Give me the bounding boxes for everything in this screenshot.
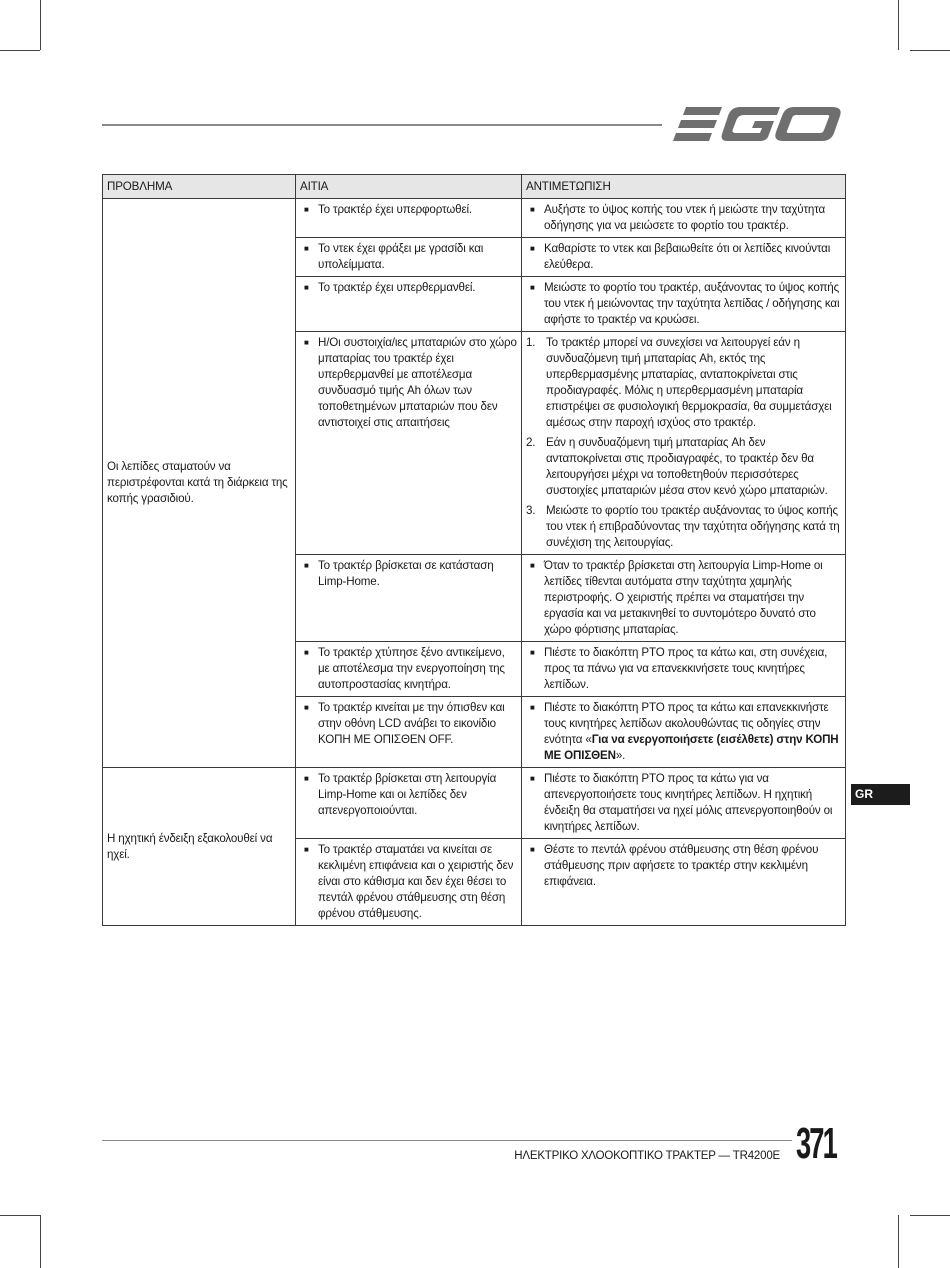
- troubleshooting-table: [102, 174, 846, 926]
- remedy-text: Θέστε το πεντάλ φρένου στάθμευσης στη θέση φρένου στάθμευσης πριν αφήσετε το τρακτέρ στην κεκλιμένη επιφάνεια.: [544, 843, 819, 888]
- bullet-icon: ■: [530, 244, 535, 253]
- cause-text: Το ντεκ έχει φράξει με γρασίδι και υπολείμματα.: [318, 242, 484, 271]
- remedy-cell: [522, 697, 846, 768]
- remedy-cell: [522, 332, 846, 555]
- logo-text: EGO: [672, 104, 675, 105]
- bullet-icon: ■: [530, 703, 535, 712]
- remedy-text-post: ».: [615, 749, 626, 762]
- header-cause: ΑΙΤΙΑ: [296, 175, 522, 199]
- cause-cell: [296, 642, 522, 697]
- item-text: Εάν η συνδυαζόμενη τιμή μπαταρίας Ah δεν ανταποκρίνεται στις προδιαγραφές, το τρακτέρ δεν θα λειτουργήσει μέχρι να τοποθετηθούν περισσότερες συστοιχίες μπαταριών μέσα στον κενό χώρο μπαταριών.: [546, 436, 828, 497]
- bullet-icon: ■: [530, 774, 535, 783]
- remedy-cell: [522, 642, 846, 697]
- bullet-icon: ■: [304, 561, 309, 570]
- cause-text: Το τρακτέρ βρίσκεται στη λειτουργία Limp-Home και οι λεπίδες δεν απενεργοποιούνται.: [318, 772, 497, 817]
- cause-text: Το τρακτέρ κινείται με την όπισθεν και στην οθόνη LCD ανάβει το εικονίδιο ΚΟΠΗ ΜΕ ΟΠΙΣΘΕΝ OFF.: [318, 701, 505, 746]
- item-text: Το τρακτέρ μπορεί να συνεχίσει να λειτουργεί εάν η συνδυαζόμενη τιμή μπαταρίας Ah, εκτός της υπερθερμασμένης μπαταρίας, ανταποκρίνεται στις προδιαγραφές. Μόλις η υπερθερμασμένη μπαταρία επιστρέψει σε φυσιολογική θερμοκρασία, θα συμμετάσχει αμέσως στην παροχή ισχύος στο τρακτέρ.: [546, 336, 832, 429]
- item-number: 3.: [526, 504, 536, 517]
- bullet-icon: ■: [304, 244, 309, 253]
- numbered-item: [526, 435, 841, 499]
- language-tab: GR: [851, 784, 910, 805]
- remedy-cell: [522, 555, 846, 642]
- remedy-cell: [522, 277, 846, 332]
- bullet-icon: ■: [304, 283, 309, 292]
- bullet-icon: ■: [304, 774, 309, 783]
- item-number: 2.: [526, 436, 536, 449]
- bullet-icon: ■: [530, 648, 535, 657]
- remedy-text: Μειώστε το φορτίο του τρακτέρ, αυξάνοντας το ύψος κοπής του ντεκ ή μειώνοντας την ταχύτητα λεπίδας / οδήγησης και αφήστε το τρακτέρ να κρυώσει.: [544, 281, 840, 326]
- cause-cell: [296, 277, 522, 332]
- header-problem: ΠΡΟΒΛΗΜΑ: [103, 175, 296, 199]
- header-rule: [102, 124, 662, 126]
- bullet-icon: ■: [530, 845, 535, 854]
- cause-text: Το τρακτέρ βρίσκεται σε κατάσταση Limp-Home.: [318, 559, 494, 588]
- crop-mark: [898, 0, 899, 50]
- cause-cell: [296, 238, 522, 277]
- remedy-cell: [522, 238, 846, 277]
- table-row: [103, 768, 846, 839]
- bullet-icon: ■: [304, 845, 309, 854]
- item-number: 1.: [526, 336, 536, 349]
- remedy-text: [544, 700, 841, 764]
- bullet-icon: ■: [304, 338, 309, 347]
- remedy-text: Όταν το τρακτέρ βρίσκεται στη λειτουργία Limp-Home οι λεπίδες τίθενται αυτόματα στην ταχύτητα χαμηλής περιστροφής. Ο χειριστής πρέπει να σταματήσει την εργασία και να μετακινηθεί το συντομότερο δυνατό στο χώρο φόρτισης μπαταρίας.: [544, 559, 823, 636]
- header-remedy: ΑΝΤΙΜΕΤΩΠΙΣΗ: [522, 175, 846, 199]
- cause-cell: [296, 839, 522, 926]
- page-number: 371: [796, 1119, 836, 1168]
- numbered-item: [526, 503, 841, 551]
- cause-cell: [296, 332, 522, 555]
- crop-mark: [0, 1215, 40, 1216]
- cause-text: Το τρακτέρ έχει υπερθερμανθεί.: [318, 281, 476, 294]
- crop-mark: [910, 50, 950, 51]
- remedy-cell: [522, 768, 846, 839]
- crop-mark: [898, 1215, 899, 1268]
- cause-text: Η/Οι συστοιχία/ιες μπαταριών στο χώρο μπαταρίας του τρακτέρ έχει υπερθερμανθεί με αποτέλεσμα συνδυασμό τιμής Ah όλων των τοποθετημένων μπαταριών που δεν αντιστοιχεί στις απαιτήσεις: [318, 336, 517, 429]
- table-header-row: [103, 175, 846, 199]
- bullet-icon: ■: [304, 648, 309, 657]
- item-text: Μειώστε το φορτίο του τρακτέρ αυξάνοντας το ύψος κοπής του ντεκ ή επιβραδύνοντας την ταχύτητα οδήγησης κατά τη συνέχιση της λειτουργίας.: [546, 504, 840, 549]
- crop-mark: [40, 0, 41, 50]
- remedy-cell: [522, 199, 846, 238]
- cause-cell: [296, 697, 522, 768]
- remedy-text: Αυξήστε το ύψος κοπής του ντεκ ή μειώστε την ταχύτητα οδήγησης για να μειώσετε το φορτίο του τρακτέρ.: [544, 203, 826, 232]
- crop-mark: [40, 1215, 41, 1268]
- crop-mark: [910, 1215, 950, 1216]
- cause-text: Το τρακτέρ σταματάει να κινείται σε κεκλιμένη επιφάνεια και ο χειριστής δεν είναι στο κάθισμα και δεν έχει θέσει το πεντάλ φρένου στάθμευσης στη θέση φρένου στάθμευσης.: [318, 843, 514, 920]
- table-row: [103, 199, 846, 238]
- cause-cell: [296, 199, 522, 238]
- numbered-item: [526, 335, 841, 431]
- cause-cell: [296, 555, 522, 642]
- remedy-text-pre: Πιέστε το διακόπτη PTO προς τα κάτω και επανεκκινήστε τους κινητήρες λεπίδων ακολουθώντας τις οδηγίες στην ενότητα «: [544, 701, 829, 746]
- remedy-text: Πιέστε το διακόπτη PTO προς τα κάτω και, στη συνέχεια, προς τα πάνω για να επανεκκινήσετε τους κινητήρες λεπίδων.: [544, 646, 828, 691]
- ego-logo: [672, 104, 844, 149]
- remedy-text: Καθαρίστε το ντεκ και βεβαιωθείτε ότι οι λεπίδες κινούνται ελεύθερα.: [544, 242, 831, 271]
- footer-rule: [102, 1140, 792, 1141]
- section-reference: Για να ενεργοποιήσετε (εισέλθετε) στην ΚΟΠΗ ΜΕ ΟΠΙΣΘΕΝ: [544, 733, 839, 762]
- ego-logo-mark: [672, 104, 844, 144]
- problem-cell: Η ηχητική ένδειξη εξακολουθεί να ηχεί.: [103, 768, 296, 926]
- remedy-cell: [522, 839, 846, 926]
- bullet-icon: ■: [530, 561, 535, 570]
- bullet-icon: ■: [530, 205, 535, 214]
- bullet-icon: ■: [304, 703, 309, 712]
- bullet-icon: ■: [530, 283, 535, 292]
- cause-cell: [296, 768, 522, 839]
- problem-cell: Οι λεπίδες σταματούν να περιστρέφονται κατά τη διάρκεια της κοπής γρασιδιού.: [103, 199, 296, 768]
- remedy-text: Πιέστε το διακόπτη PTO προς τα κάτω για να απενεργοποιήσετε τους κινητήρες λεπίδων. Η ηχητική ένδειξη θα σταματήσει να ηχεί μόλις απενεργοποιηθούν οι κινητήρες λεπίδων.: [544, 772, 833, 833]
- crop-mark: [0, 50, 40, 51]
- cause-text: Το τρακτέρ έχει υπερφορτωθεί.: [318, 203, 472, 216]
- footer-title: ΗΛΕΚΤΡΙΚΟ ΧΛΟΟΚΟΠΤΙΚΟ ΤΡΑΚΤΕΡ — TR4200E: [514, 1150, 780, 1162]
- bullet-icon: ■: [304, 205, 309, 214]
- cause-text: Το τρακτέρ χτύπησε ξένο αντικείμενο, με αποτέλεσμα την ενεργοποίηση της αυτοπροστασίας κινητήρα.: [318, 646, 505, 691]
